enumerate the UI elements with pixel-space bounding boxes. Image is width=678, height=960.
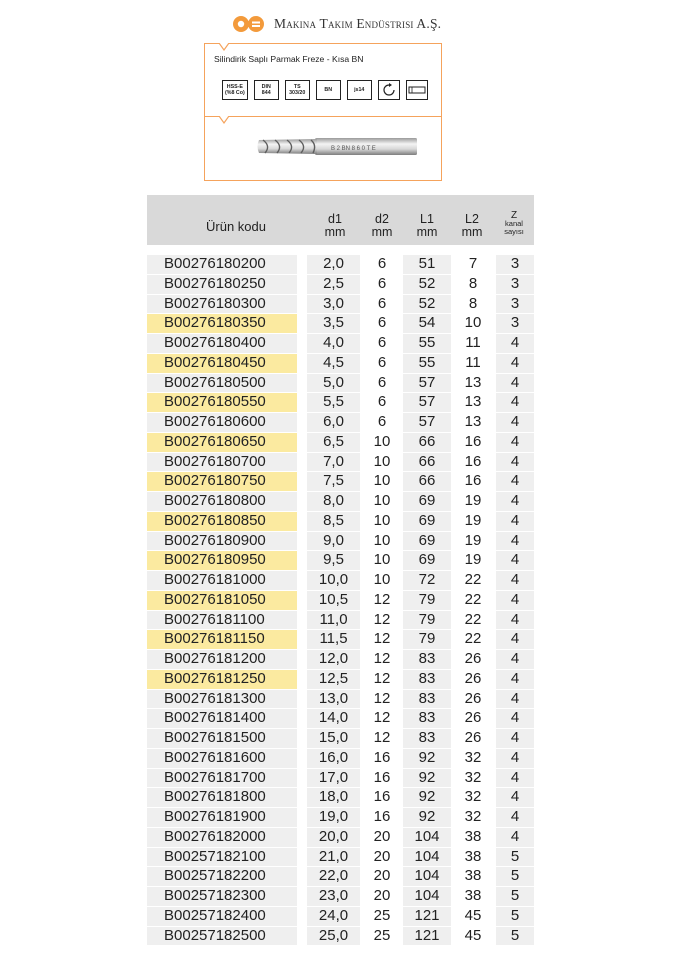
- cell-d1: 13,0: [307, 690, 360, 709]
- cell-d2: 16: [373, 748, 391, 766]
- ts-badge: TS 303/20: [285, 80, 310, 100]
- cell-l1: 55: [403, 334, 451, 353]
- cell-z: 4: [496, 788, 534, 807]
- cell-z: 5: [496, 907, 534, 926]
- table-row: [147, 769, 534, 789]
- cell-d1: 5,5: [307, 393, 360, 412]
- cell-z: 3: [496, 314, 534, 333]
- cell-l1: 51: [403, 255, 451, 274]
- cell-l1: 92: [403, 808, 451, 827]
- table-row: [147, 453, 534, 473]
- cell-d1: 23,0: [307, 887, 360, 906]
- cell-d1: 6,5: [307, 433, 360, 452]
- brand-header: [232, 10, 441, 38]
- cell-l1: 83: [403, 650, 451, 669]
- cell-product-code: B00276181250: [147, 670, 297, 689]
- cell-d1: 11,0: [307, 611, 360, 630]
- cell-product-code: B00276180750: [147, 472, 297, 491]
- cell-z: 4: [496, 709, 534, 728]
- cell-product-code: B00276180850: [147, 512, 297, 531]
- cell-product-code: B00257182100: [147, 848, 297, 867]
- cell-l2: 32: [464, 808, 482, 825]
- cell-l2: 22: [464, 610, 482, 628]
- cell-product-code: B00276180250: [147, 275, 297, 294]
- cell-product-code: B00276180200: [147, 255, 297, 274]
- table-row: [147, 907, 534, 927]
- cell-l1: 92: [403, 788, 451, 807]
- cell-l1: 104: [403, 848, 451, 867]
- cell-z: 4: [496, 591, 534, 610]
- cell-l1: 83: [403, 670, 451, 689]
- cell-d1: 2,5: [307, 275, 360, 294]
- cell-d2: 16: [373, 808, 391, 825]
- cell-d1: 8,0: [307, 492, 360, 511]
- cell-z: 4: [496, 670, 534, 689]
- cell-z: 4: [496, 690, 534, 709]
- cell-d1: 15,0: [307, 729, 360, 748]
- cell-d2: 16: [373, 788, 391, 806]
- cell-z: 3: [496, 295, 534, 314]
- table-row: [147, 828, 534, 848]
- cell-d2: 20: [373, 827, 391, 845]
- table-row: [147, 295, 534, 315]
- header-code: Ürün kodu: [206, 219, 266, 234]
- cell-z: 4: [496, 769, 534, 788]
- cell-product-code: B00276180800: [147, 492, 297, 511]
- cell-d2: 12: [373, 610, 391, 628]
- cell-d2: 10: [373, 531, 391, 549]
- header-l2: L2 mm: [461, 212, 483, 239]
- cell-d2: 6: [377, 255, 387, 272]
- cell-z: 4: [496, 433, 534, 452]
- cell-d2: 12: [373, 729, 391, 746]
- table-header: [147, 195, 534, 245]
- cell-l1: 83: [403, 729, 451, 748]
- cell-z: 4: [496, 630, 534, 649]
- cell-d2: 10: [373, 452, 391, 470]
- cell-d2: 10: [373, 492, 391, 509]
- spec-badges: [222, 80, 428, 100]
- cell-l1: 104: [403, 828, 451, 847]
- cell-d1: 16,0: [307, 749, 360, 768]
- cell-product-code: B00276180600: [147, 413, 297, 432]
- cell-l1: 104: [403, 867, 451, 886]
- cell-l1: 79: [403, 591, 451, 610]
- cell-l2: 45: [464, 926, 482, 944]
- cell-d2: 10: [373, 472, 391, 490]
- cell-d2: 12: [373, 630, 391, 648]
- cell-l2: 8: [468, 274, 478, 292]
- cell-l2: 32: [464, 788, 482, 806]
- cell-z: 4: [496, 749, 534, 768]
- table-row: [147, 255, 534, 275]
- cell-d2: 12: [373, 689, 391, 707]
- cell-d1: 5,0: [307, 374, 360, 393]
- cell-z: 4: [496, 729, 534, 748]
- table-row: [147, 314, 534, 334]
- cell-d2: 6: [377, 353, 387, 371]
- cell-l1: 69: [403, 492, 451, 511]
- table-row: [147, 630, 534, 650]
- cell-product-code: B00276181300: [147, 690, 297, 709]
- table-body: [147, 255, 534, 946]
- cell-d2: 10: [373, 511, 391, 529]
- cell-l2: 10: [464, 314, 482, 332]
- cell-product-code: B00276180400: [147, 334, 297, 353]
- cell-l2: 22: [464, 630, 482, 648]
- cell-l2: 38: [464, 827, 482, 845]
- cell-d2: 6: [377, 373, 387, 391]
- cell-d1: 11,5: [307, 630, 360, 649]
- cell-d1: 2,0: [307, 255, 360, 274]
- cell-z: 4: [496, 828, 534, 847]
- cell-l1: 54: [403, 314, 451, 333]
- cell-l1: 121: [403, 927, 451, 946]
- table-row: [147, 848, 534, 868]
- cell-d1: 12,0: [307, 650, 360, 669]
- company-logo-icon: [232, 11, 266, 37]
- cell-d1: 4,0: [307, 334, 360, 353]
- cell-product-code: B00276180500: [147, 374, 297, 393]
- cell-d1: 9,5: [307, 551, 360, 570]
- cell-product-code: B00276181100: [147, 611, 297, 630]
- table-row: [147, 808, 534, 828]
- company-name: Makina Takım Endüstrisi A.Ş.: [274, 16, 442, 31]
- cell-product-code: B00276181000: [147, 571, 297, 590]
- cell-l1: 79: [403, 630, 451, 649]
- end-mill-tool-image: [253, 130, 421, 162]
- cell-l2: 13: [464, 393, 482, 411]
- cell-l1: 79: [403, 611, 451, 630]
- cell-l2: 8: [468, 294, 478, 312]
- bn-badge: BN: [316, 80, 341, 100]
- cell-l1: 92: [403, 749, 451, 768]
- header-l1: L1 mm: [416, 212, 438, 239]
- cell-product-code: B00276181800: [147, 788, 297, 807]
- cell-z: 4: [496, 808, 534, 827]
- cell-z: 4: [496, 532, 534, 551]
- table-row: [147, 512, 534, 532]
- cell-d1: 18,0: [307, 788, 360, 807]
- cell-product-code: B00276181900: [147, 808, 297, 827]
- cell-d1: 17,0: [307, 769, 360, 788]
- cell-product-code: B00276180300: [147, 295, 297, 314]
- cell-l2: 38: [464, 847, 482, 865]
- table-row: [147, 413, 534, 433]
- cell-product-code: B00276180950: [147, 551, 297, 570]
- cell-z: 5: [496, 887, 534, 906]
- cell-z: 4: [496, 551, 534, 570]
- cell-l1: 69: [403, 551, 451, 570]
- cell-d2: 6: [377, 393, 387, 411]
- cell-l1: 66: [403, 433, 451, 452]
- cell-l2: 38: [464, 867, 482, 885]
- cell-d2: 6: [377, 334, 387, 351]
- cell-product-code: B00276180650: [147, 433, 297, 452]
- cell-d1: 12,5: [307, 670, 360, 689]
- rotation-direction-icon: [378, 80, 400, 100]
- cell-l1: 66: [403, 453, 451, 472]
- cell-product-code: B00276181200: [147, 650, 297, 669]
- cell-d1: 22,0: [307, 867, 360, 886]
- cell-l1: 83: [403, 709, 451, 728]
- cell-l1: 66: [403, 472, 451, 491]
- cell-l2: 13: [464, 413, 482, 430]
- cell-d1: 14,0: [307, 709, 360, 728]
- cell-d1: 24,0: [307, 907, 360, 926]
- cell-z: 3: [496, 275, 534, 294]
- cell-d2: 12: [373, 669, 391, 687]
- cell-z: 4: [496, 374, 534, 393]
- cell-z: 4: [496, 512, 534, 531]
- cell-z: 5: [496, 867, 534, 886]
- box-divider: [204, 116, 442, 117]
- cell-z: 4: [496, 650, 534, 669]
- cell-d2: 25: [373, 926, 391, 944]
- cell-d2: 6: [377, 413, 387, 430]
- table-row: [147, 591, 534, 611]
- cell-l2: 11: [465, 353, 481, 371]
- cell-l1: 69: [403, 512, 451, 531]
- table-row: [147, 472, 534, 492]
- cell-l1: 55: [403, 354, 451, 373]
- cell-l2: 19: [464, 531, 482, 549]
- cell-l1: 57: [403, 374, 451, 393]
- cell-z: 4: [496, 492, 534, 511]
- cell-l2: 16: [464, 452, 482, 470]
- box-notch: [219, 116, 229, 126]
- table-row: [147, 433, 534, 453]
- cell-product-code: B00257182500: [147, 927, 297, 946]
- product-subtitle: Silindirik Saplı Parmak Freze - Kısa BN: [214, 54, 364, 64]
- cell-l1: 57: [403, 393, 451, 412]
- shank-type-icon: [406, 80, 428, 100]
- table-row: [147, 729, 534, 749]
- cell-d2: 20: [373, 847, 391, 865]
- cell-product-code: B00276181500: [147, 729, 297, 748]
- cell-l2: 19: [464, 551, 482, 569]
- cell-d1: 8,5: [307, 512, 360, 531]
- table-row: [147, 650, 534, 670]
- table-row: [147, 354, 534, 374]
- cell-l2: 45: [464, 906, 482, 924]
- cell-l2: 26: [464, 650, 482, 667]
- cell-product-code: B00276180700: [147, 453, 297, 472]
- cell-product-code: B00276181050: [147, 591, 297, 610]
- cell-d2: 12: [373, 590, 391, 608]
- cell-l2: 7: [468, 255, 478, 272]
- table-row: [147, 492, 534, 512]
- tolerance-badge: js14: [347, 80, 372, 100]
- cell-d1: 10,5: [307, 591, 360, 610]
- cell-d2: 6: [377, 274, 387, 292]
- table-row: [147, 867, 534, 887]
- tool-engraving: B 2 BN 8 6 0 T E: [331, 146, 376, 152]
- product-info-box: [204, 43, 442, 181]
- cell-d2: 20: [373, 887, 391, 904]
- table-row: [147, 374, 534, 394]
- cell-d1: 4,5: [307, 354, 360, 373]
- cell-l1: 121: [403, 907, 451, 926]
- table-row: [147, 690, 534, 710]
- cell-d2: 6: [377, 294, 387, 312]
- cell-z: 5: [496, 848, 534, 867]
- cell-z: 4: [496, 611, 534, 630]
- cell-z: 4: [496, 354, 534, 373]
- cell-d2: 16: [373, 768, 391, 786]
- cell-product-code: B00276181400: [147, 709, 297, 728]
- cell-d1: 3,5: [307, 314, 360, 333]
- cell-l1: 57: [403, 413, 451, 432]
- cell-d1: 20,0: [307, 828, 360, 847]
- table-row: [147, 709, 534, 729]
- cell-l2: 26: [464, 709, 482, 727]
- table-row: [147, 887, 534, 907]
- cell-l2: 22: [464, 571, 482, 588]
- cell-product-code: B00276180350: [147, 314, 297, 333]
- cell-product-code: B00257182200: [147, 867, 297, 886]
- table-row: [147, 393, 534, 413]
- cell-d1: 6,0: [307, 413, 360, 432]
- cell-l1: 83: [403, 690, 451, 709]
- cell-z: 4: [496, 453, 534, 472]
- cell-l2: 32: [464, 748, 482, 766]
- cell-z: 4: [496, 472, 534, 491]
- cell-product-code: B00276180550: [147, 393, 297, 412]
- cell-d2: 10: [373, 571, 391, 588]
- cell-d2: 10: [373, 432, 391, 450]
- cell-l1: 72: [403, 571, 451, 590]
- cell-l1: 52: [403, 295, 451, 314]
- table-row: [147, 532, 534, 552]
- cell-l2: 19: [464, 511, 482, 529]
- cell-d1: 9,0: [307, 532, 360, 551]
- cell-l2: 38: [464, 887, 482, 904]
- cell-d1: 19,0: [307, 808, 360, 827]
- din-badge: DIN 844: [254, 80, 279, 100]
- cell-d1: 3,0: [307, 295, 360, 314]
- cell-d2: 12: [373, 709, 391, 727]
- cell-d1: 21,0: [307, 848, 360, 867]
- cell-l2: 13: [464, 373, 482, 391]
- box-notch-top: [219, 43, 229, 51]
- table-row: [147, 334, 534, 354]
- cell-z: 4: [496, 571, 534, 590]
- cell-l2: 32: [464, 768, 482, 786]
- table-row: [147, 571, 534, 591]
- cell-product-code: B00257182300: [147, 887, 297, 906]
- cell-l2: 16: [464, 472, 482, 490]
- cell-l2: 22: [464, 590, 482, 608]
- table-row: [147, 275, 534, 295]
- cell-d2: 25: [373, 906, 391, 924]
- cell-l2: 26: [464, 669, 482, 687]
- cell-d2: 6: [377, 314, 387, 332]
- table-row: [147, 927, 534, 947]
- cell-d1: 25,0: [307, 927, 360, 946]
- header-z: Z kanal sayısı: [504, 210, 524, 236]
- table-row: [147, 670, 534, 690]
- cell-l1: 69: [403, 532, 451, 551]
- cell-product-code: B00276180900: [147, 532, 297, 551]
- cell-l1: 104: [403, 887, 451, 906]
- product-table: [147, 195, 534, 946]
- cell-d2: 12: [373, 650, 391, 667]
- header-d2: d2 mm: [371, 212, 393, 239]
- cell-z: 5: [496, 927, 534, 946]
- table-row: [147, 611, 534, 631]
- cell-z: 4: [496, 393, 534, 412]
- cell-l2: 16: [464, 432, 482, 450]
- cell-d1: 10,0: [307, 571, 360, 590]
- cell-l1: 52: [403, 275, 451, 294]
- cell-product-code: B00276181700: [147, 769, 297, 788]
- cell-d2: 20: [373, 867, 391, 885]
- cell-product-code: B00276181600: [147, 749, 297, 768]
- cell-z: 3: [496, 255, 534, 274]
- table-row: [147, 788, 534, 808]
- table-row: [147, 551, 534, 571]
- cell-product-code: B00276180450: [147, 354, 297, 373]
- table-row: [147, 749, 534, 769]
- cell-l2: 26: [464, 729, 482, 746]
- cell-z: 4: [496, 334, 534, 353]
- cell-l2: 11: [465, 334, 481, 351]
- header-d1: d1 mm: [324, 212, 346, 239]
- cell-d1: 7,0: [307, 453, 360, 472]
- cell-l1: 92: [403, 769, 451, 788]
- cell-product-code: B00257182400: [147, 907, 297, 926]
- cell-l2: 26: [464, 689, 482, 707]
- cell-d2: 10: [373, 551, 391, 569]
- cell-l2: 19: [464, 492, 482, 509]
- cell-product-code: B00276181150: [147, 630, 297, 649]
- cell-z: 4: [496, 413, 534, 432]
- material-badge: HSS-E (%8 Co): [222, 80, 248, 100]
- cell-d1: 7,5: [307, 472, 360, 491]
- cell-product-code: B00276182000: [147, 828, 297, 847]
